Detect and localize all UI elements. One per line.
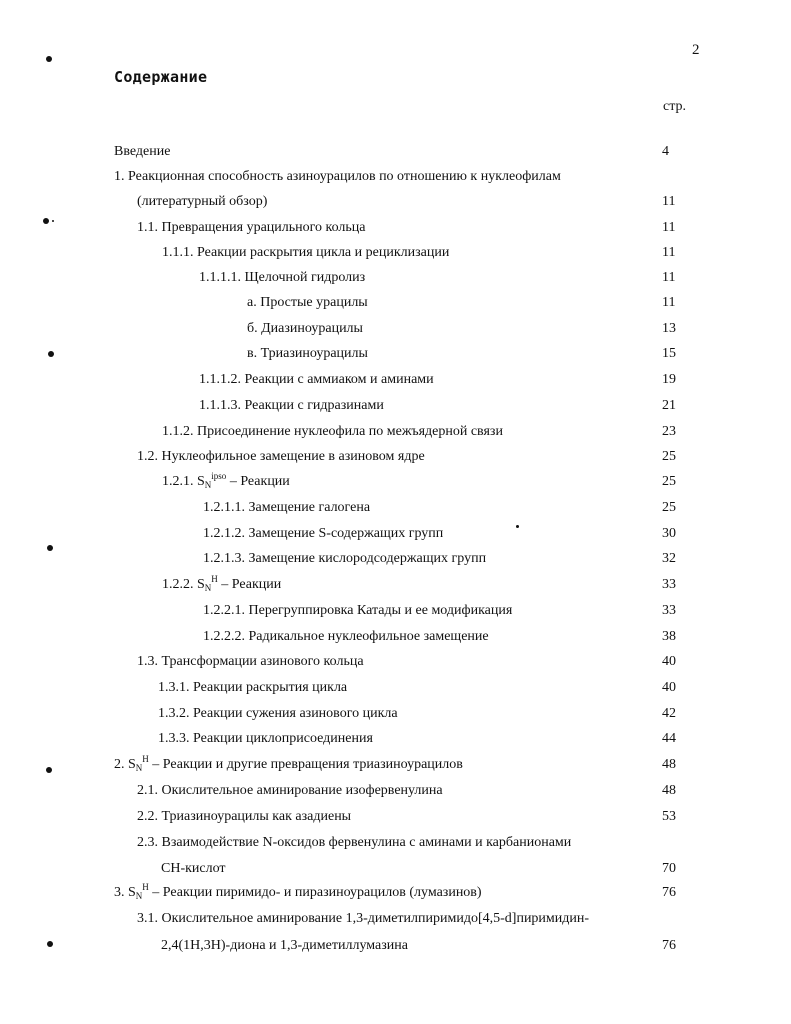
toc-entry-page: 53 [662,809,676,824]
toc-text-part: 1.3. Трансформации азинового кольца [137,654,364,669]
toc-entry-page: 11 [662,245,676,260]
toc-text-part: 3. S [114,885,136,900]
toc-text-part: 1.2.1.3. Замещение кислородсодержащих групп [203,551,487,566]
toc-text-part: 1.3.3. Реакции циклоприсоединения [158,731,373,746]
toc-text-part: 1.2.1. S [162,474,205,489]
toc-subscript: N [135,763,143,773]
toc-text-part: – Реакции и другие превращения триазиноурацилов [148,757,463,772]
binder-dot [46,56,52,62]
toc-entry-text [137,782,443,800]
binder-dot [47,941,53,947]
toc-entry-text [158,730,373,748]
toc-entry-text [203,602,512,620]
toc-entry-text [161,860,226,878]
toc-entry-text [162,423,503,441]
page-number: 2 [692,42,700,58]
toc-text-part: 1.1.2. Присоединение нуклеофила по межъядерной связи [162,424,503,439]
toc-text-part: Введение [114,144,171,159]
toc-text-part: 1.2. Нуклеофильное замещение в азиновом ядре [137,449,425,464]
toc-entry-text [199,371,434,389]
toc-text-part: 2,4(1H,3H)-диона и 1,3-диметиллумазина [161,938,408,953]
toc-entry-page: 23 [662,424,676,439]
toc-supscript: ipso [211,471,227,481]
toc-entry-page: 25 [662,449,676,464]
toc-subscript: N [135,891,143,901]
toc-entry-page: 11 [662,295,676,310]
toc-entry-text [199,397,384,415]
toc-entry-text [203,525,443,543]
toc-text-part: 1.2.1.1. Замещение галогена [203,500,371,515]
toc-entry-page: 25 [662,500,676,515]
toc-entry-text [114,168,561,186]
binder-dot [46,767,52,773]
toc-entry-text [203,628,489,646]
toc-entry-text [137,448,425,466]
toc-entry-page: 33 [662,577,676,592]
toc-supscript: H [142,754,149,764]
toc-subscript: N [204,480,212,490]
scan-speck [516,525,519,528]
binder-dot [48,351,54,357]
toc-text-part: 2.2. Триазиноурацилы как азадиены [137,809,352,824]
toc-entry-text [114,884,482,902]
toc-entry-page: 11 [662,220,676,235]
toc-text-part: 3.1. Окислительное аминирование 1,3-диметилпиримидо[4,5-d]пиримидин- [137,911,590,926]
toc-entry-text [162,576,281,594]
toc-entry-text [162,244,449,262]
toc-entry-page: 25 [662,474,676,489]
toc-entry-page: 11 [662,194,676,209]
toc-entry-page: 13 [662,321,676,336]
toc-entry-page: 40 [662,654,676,669]
toc-text-part: – Реакции пиримидо- и пиразиноурацилов (лумазинов) [148,885,482,900]
toc-entry-page: 76 [662,885,676,900]
toc-text-part: 1.3.2. Реакции сужения азинового цикла [158,706,398,721]
toc-text-part: б. Диазиноурацилы [247,321,363,336]
toc-entry-text [137,808,351,826]
binder-dot [52,220,54,222]
toc-text-part: 1.2.2.2. Радикальное нуклеофильное замещение [203,629,489,644]
toc-text-part: 1.2.2.1. Перегруппировка Катады и ее модификация [203,603,513,618]
toc-entry-text [137,219,366,237]
toc-text-part: 1.2.1.2. Замещение S-содержащих групп [203,526,444,541]
toc-entry-text [199,269,365,287]
toc-text-part: 1.3.1. Реакции раскрытия цикла [158,680,348,695]
binder-dot [47,545,53,551]
binder-dot [43,218,49,224]
toc-text-part: а. Простые урацилы [247,295,368,310]
toc-entry-page: 42 [662,706,676,721]
toc-entry-page: 33 [662,603,676,618]
toc-text-part: 1.1.1.2. Реакции с аммиаком и аминами [199,372,434,387]
toc-text-part: CH-кислот [161,861,226,876]
toc-text-part: 2. S [114,757,136,772]
toc-text-part: в. Триазиноурацилы [247,346,368,361]
toc-entry-text [203,550,486,568]
toc-subscript: N [204,583,212,593]
toc-entry-text [203,499,370,517]
toc-entry-page: 19 [662,372,676,387]
toc-text-part: 2.1. Окислительное аминирование изофервенулина [137,783,443,798]
toc-text-part: – Реакции [226,474,290,489]
toc-entry-page: 11 [662,270,676,285]
toc-text-part: 1.1.1.1. Щелочной гидролиз [199,270,366,285]
toc-entry-text [114,143,170,161]
toc-supscript: H [211,574,218,584]
toc-supscript: H [142,882,149,892]
pages-column-label: стр. [663,99,687,114]
toc-entry-text [137,653,364,671]
toc-entry-text [247,345,368,363]
toc-text-part: 1.1.1. Реакции раскрытия цикла и рециклизации [162,245,450,260]
toc-entry-text [247,320,363,338]
toc-text-part: 1. Реакционная способность азиноурацилов по отношению к нуклеофилам [114,169,561,184]
toc-entry-text [137,834,571,852]
toc-text-part: (литературный обзор) [137,194,268,209]
toc-entry-page: 40 [662,680,676,695]
toc-entry-page: 32 [662,551,676,566]
toc-entry-page: 48 [662,783,676,798]
toc-entry-text [162,473,290,491]
toc-entry-text [161,937,408,955]
toc-entry-page: 21 [662,398,676,413]
toc-entry-text [158,705,398,723]
toc-entry-text [137,910,589,928]
toc-entry-page: 38 [662,629,676,644]
toc-text-part: – Реакции [217,577,282,592]
toc-entry-page: 48 [662,757,676,772]
toc-entry-page: 76 [662,938,676,953]
toc-entry-page: 44 [662,731,676,746]
toc-text-part: 1.1. Превращения урацильного кольца [137,220,366,235]
toc-entry-text [247,294,368,312]
toc-text-part: 1.1.1.3. Реакции с гидразинами [199,398,384,413]
toc-entry-page: 15 [662,346,676,361]
toc-entry-text [137,193,267,211]
toc-entry-text [158,679,347,697]
toc-text-part: 1.2.2. S [162,577,205,592]
toc-entry-page: 70 [662,861,676,876]
contents-title: Содержание [114,68,208,86]
toc-text-part: 2.3. Взаимодействие N-оксидов фервенулина с аминами и карбанионами [137,835,572,850]
toc-entry-text [114,756,463,774]
toc-entry-page: 4 [662,144,669,159]
toc-entry-page: 30 [662,526,676,541]
